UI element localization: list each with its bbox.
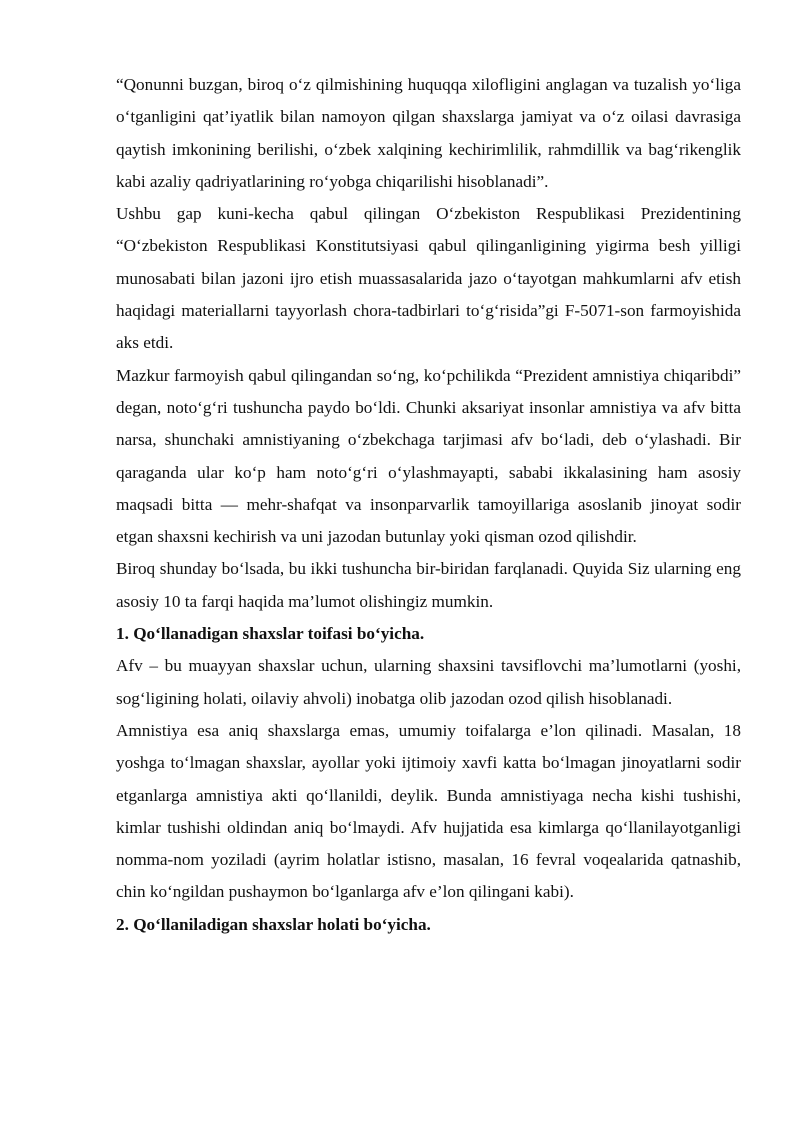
paragraph-quote: “Qonunni buzgan, biroq o‘z qilmishining huquqqa xilofligini anglagan va tuzalish yo‘liga o‘tganligini qat’iyatlik bilan namoyon qilgan shaxslarga jamiyat va o‘z oilasi davrasiga qaytish imkonining berilishi, o‘zbek xalqining kechirimlilik, rahmdillik va bag‘rikenglik kabi azaliy qadriyatlarining ro‘yobga chiqarilishi hisoblanadi”. — [116, 75, 741, 191]
paragraph-afv-definition: Afv – bu muayyan shaxslar uchun, ularning shaxsini tavsiflovchi ma’lumotlarni (yoshi, sog‘ligining holati, oilaviy ahvoli) inobatga olib jazodan ozod qilish hisoblanadi. — [116, 656, 741, 708]
paragraph-decree: Ushbu gap kuni-kecha qabul qilingan O‘zbekiston Respublikasi Prezidentining “O‘zbekiston Respublikasi Konstitutsiyasi qabul qilinganligining yigirma besh yilligi munosabati bilan jazoni ijro etish muassasalarida jazo o‘tayotgan mahkumlarni afv etish haqidagi materiallarni tayyorlash chora-tadbirlari to‘g‘risida”gi F-5071-son farmoyishida aks etdi. — [116, 204, 741, 353]
paragraph-amnesty-definition: Amnistiya esa aniq shaxslarga emas, umumiy toifalarga e’lon qilinadi. Masalan, 18 yoshga to‘lmagan shaxslar, ayollar yoki ijtimoiy xavfi katta bo‘lmagan jinoyatlarni sodir etganlarga amnistiya akti qo‘llanildi, deylik. Bunda amnistiyaga necha kishi tushishi, kimlar tushishi oldindan aniq bo‘lmaydi. Afv hujjatida esa kimlarga qo‘llanilayotganligi nomma-nom yoziladi (ayrim holatlar istisno, masalan, 16 fevral voqealarida qatnashib, chin ko‘ngildan pushaymon bo‘lganlarga afv e’lon qilingani kabi). — [116, 720, 741, 902]
paragraph-differences-intro: Biroq shunday bo‘lsada, bu ikki tushuncha bir-biridan farqlanadi. Quyida Siz ularning eng asosiy 10 ta farqi haqida ma’lumot olishingiz mumkin. — [116, 559, 741, 611]
paragraph-confusion: Mazkur farmoyish qabul qilingandan so‘ng, ko‘pchilikda “Prezident amnistiya chiqaribdi” degan, noto‘g‘ri tushuncha paydo bo‘ldi. Chunki aksariyat insonlar amnistiya va afv bitta narsa, shunchaki amnistiyaning o‘zbekchaga tarjimasi afv bo‘ladi, deb o‘ylashadi. Bir qaraganda ular ko‘p ham noto‘g‘ri o‘ylashmayapti, sababi ikkalasining ham asosiy maqsadi bitta — mehr-shafqat va insonparvarlik tamoyillariga asoslanib jinoyat sodir etgan shaxsni kechirish va uni jazodan butunlay yoki qisman ozod qilishdir. — [116, 365, 741, 547]
section-heading-2: 2. Qo‘llaniladigan shaxslar holati bo‘yicha. — [116, 914, 431, 934]
section-heading-1: 1. Qo‘llanadigan shaxslar toifasi bo‘yicha. — [116, 624, 425, 644]
document-page — [116, 69, 741, 941]
